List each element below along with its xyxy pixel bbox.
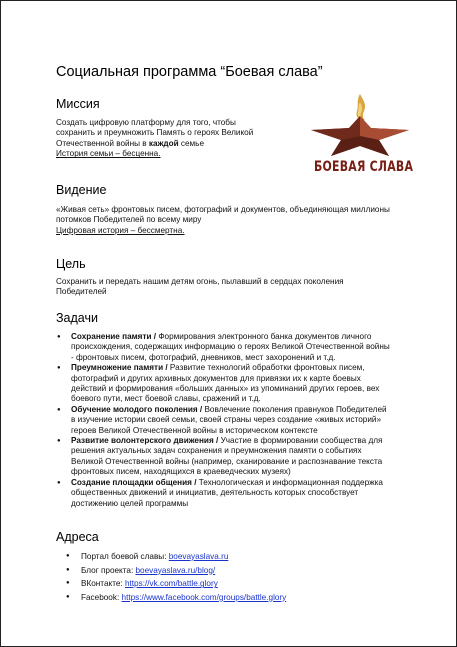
task-text: Развитие технологий обработки фронтовых писем, фотографий и других архивных документов для привязки их к карте боевых действий и формирования «больших данных» из упоминаний других героев, вех боевого пути, мест боевой славы, сражений и т.д. bbox=[71, 363, 380, 404]
portal-link[interactable]: boevayaslava.ru bbox=[168, 552, 229, 561]
list-item bbox=[56, 591, 386, 605]
address-label: Facebook: bbox=[81, 592, 122, 602]
blog-link[interactable]: boevayaslava.ru/blog/ bbox=[135, 565, 216, 575]
addresses-heading: Адреса bbox=[56, 530, 99, 544]
list-item bbox=[56, 405, 391, 436]
goal-heading: Цель bbox=[56, 257, 86, 271]
task-text: Формирования электронного банка документов личного происхождения, содержащих информацию о героях Великой Отечественной войны - фронтовых писем, фотографий, дневников, мест захоронений и т.д. bbox=[71, 332, 390, 362]
mission-line-3-end: семье bbox=[178, 138, 204, 148]
boevaya-slava-logo bbox=[301, 86, 419, 196]
task-title: Развитие волонтерского движения / bbox=[71, 436, 219, 446]
mission-line-2: сохранить и преумножить Память о героях Великой bbox=[56, 128, 254, 138]
list-item bbox=[56, 436, 391, 478]
task-title: Сохранение памяти / bbox=[71, 332, 157, 341]
task-text: Вовлечение поколения правнуков Победителей в изучение истории своей семьи, своей страны через создание «живых историй» героев Великой Отечественной войны в историческом контексте bbox=[71, 404, 387, 435]
task-title: Обучение молодого поколения / bbox=[71, 404, 203, 414]
address-label: ВКонтакте: bbox=[81, 579, 125, 589]
list-item bbox=[56, 332, 391, 363]
list-item bbox=[56, 550, 386, 564]
tasks-heading: Задачи bbox=[56, 311, 98, 325]
mission-heading: Миссия bbox=[56, 97, 100, 111]
task-title: Преумножение памяти / bbox=[71, 363, 168, 373]
address-label: Блог проекта: bbox=[81, 565, 136, 575]
mission-line-3-start: Отечественной войны в bbox=[56, 138, 149, 148]
mission-line-3-bold: каждой bbox=[148, 138, 179, 148]
mission-text bbox=[56, 118, 306, 160]
mission-motto: История семьи – бесценна. bbox=[56, 149, 161, 159]
list-item bbox=[56, 564, 386, 578]
vision-text: «Живая сеть» фронтовых писем, фотографий и документов, объединяющая миллионы потомков Победителей по всему миру bbox=[56, 205, 390, 225]
mission-line-1: Создать цифровую платформу для того, чтобы bbox=[56, 118, 236, 127]
address-label: Портал боевой славы: bbox=[81, 552, 169, 561]
addresses-list bbox=[56, 550, 386, 604]
list-item bbox=[56, 577, 386, 591]
tasks-list bbox=[56, 332, 391, 509]
vision-text-block bbox=[56, 205, 391, 236]
list-item bbox=[56, 363, 391, 405]
mission-line-3 bbox=[56, 139, 306, 149]
page-title: Социальная программа “Боевая слава” bbox=[56, 64, 323, 80]
star-flame-icon bbox=[301, 86, 419, 158]
task-text: Участие в формировании сообщества для решения актуальных задач сохранения и преумножения памяти о событиях Великой Отечественной войны (например, сканирование и распознавание текста фронтовых писем, находящихся в краеведческих музеях) bbox=[71, 436, 383, 477]
goal-text: Сохранить и передать нашим детям огонь, пылавший в сердцах поколения Победителей bbox=[56, 277, 344, 297]
vision-motto: Цифровая история – бессмертна. bbox=[56, 225, 185, 235]
vk-link[interactable]: https://vk.com/battle.glory bbox=[124, 579, 218, 589]
facebook-link[interactable]: https://www.facebook.com/groups/battle.glory bbox=[121, 592, 287, 602]
task-text: Технологическая и информационная поддержка общественных движений и инициатив, деятельность которых способствует достижению целей программы bbox=[71, 477, 383, 508]
vision-heading: Видение bbox=[56, 183, 107, 197]
logo-text: БОЕВАЯ СЛАВА bbox=[313, 159, 414, 175]
list-item bbox=[56, 478, 391, 509]
task-title: Создание площадки общения / bbox=[71, 477, 197, 487]
